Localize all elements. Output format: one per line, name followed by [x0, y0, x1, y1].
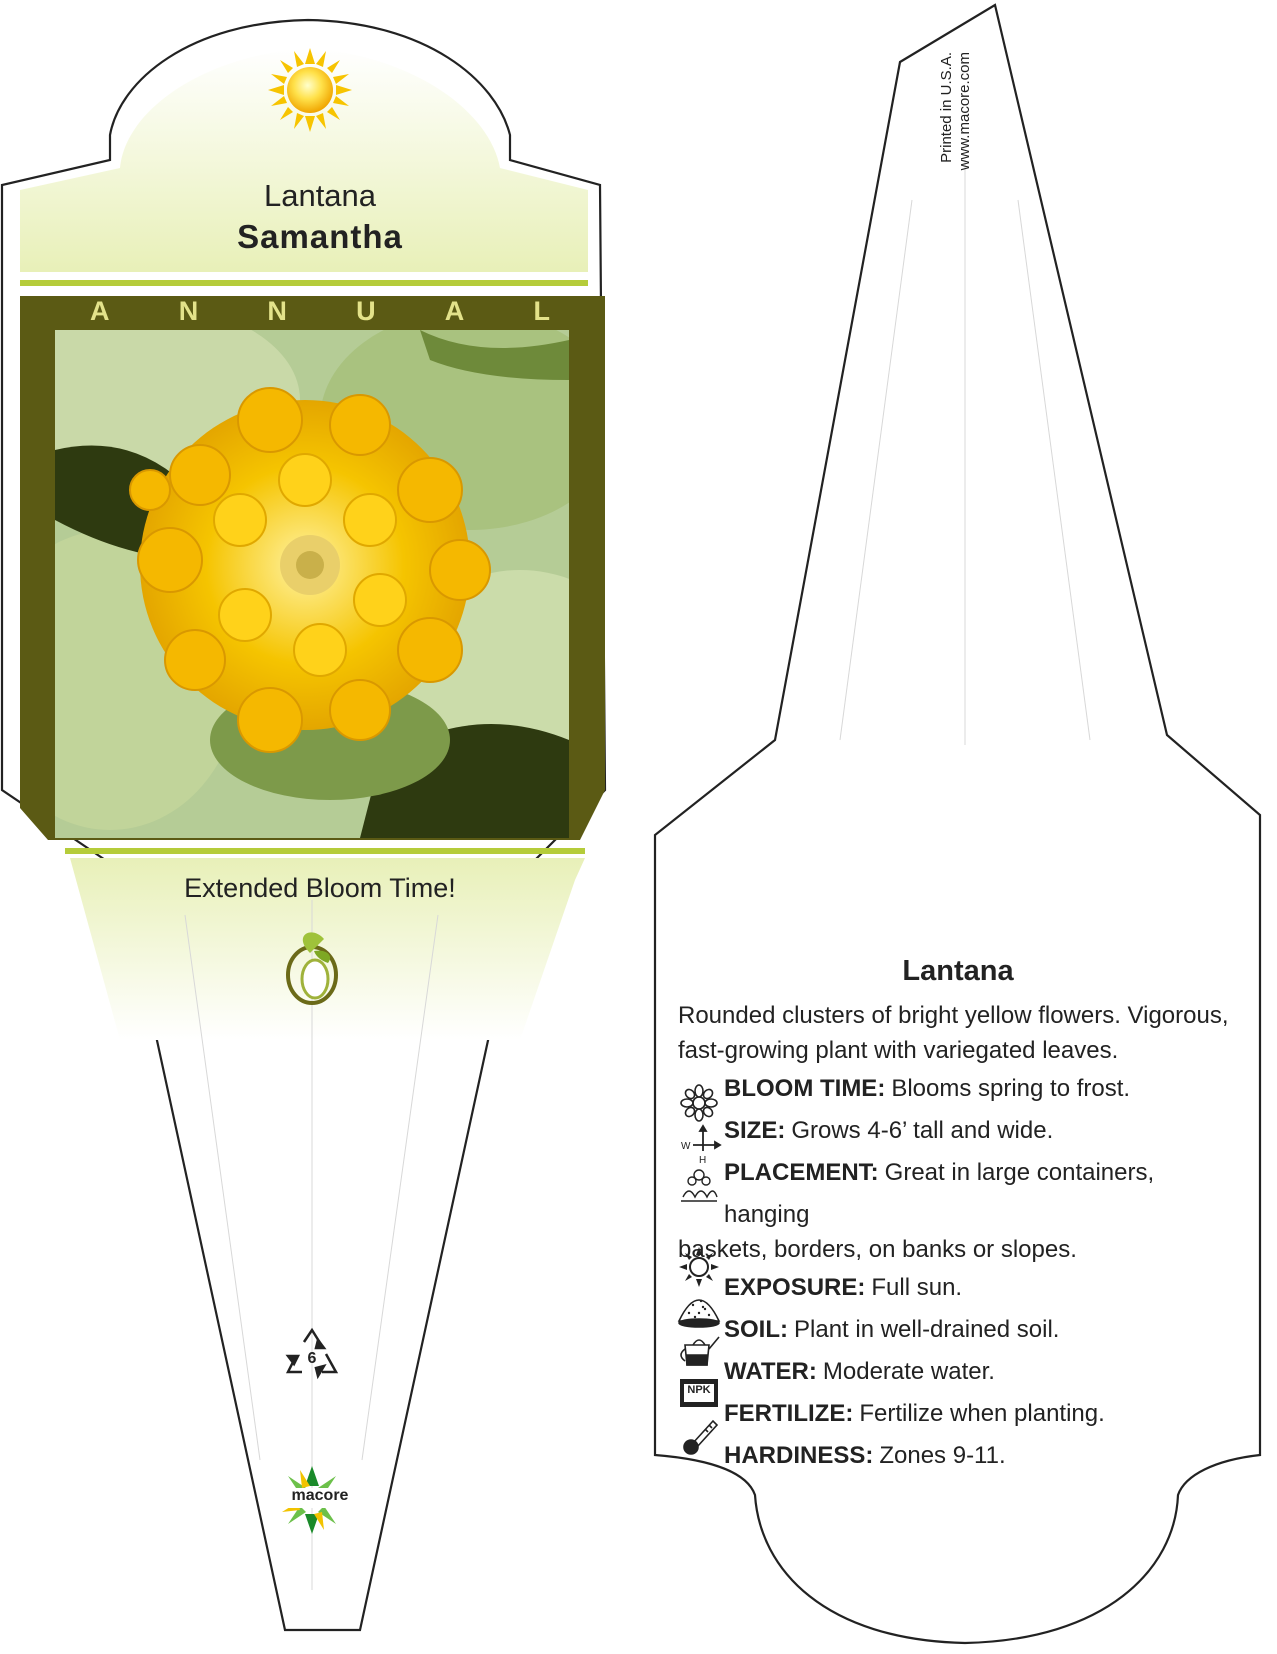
attribute-value: Grows 4-6’ tall and wide.	[791, 1117, 1054, 1144]
category-letter: N	[178, 296, 199, 326]
attribute-text	[724, 1110, 1053, 1152]
category-letter: A	[444, 296, 465, 326]
attribute-continuation: baskets, borders, on banks or slopes.	[678, 1236, 1077, 1263]
attribute-text	[724, 1393, 1105, 1435]
attribute-row	[678, 1309, 1238, 1351]
description-text: Rounded clusters of bright yellow flowers. Vigorous, fast-growing plant with variegated leaves.	[678, 1002, 1229, 1064]
common-name: Lantana	[263, 178, 377, 213]
attribute-icon-slot	[678, 1267, 720, 1309]
attribute-text	[724, 1267, 962, 1309]
attribute-value: Moderate water.	[822, 1358, 995, 1385]
attribute-label: WATER:	[724, 1358, 817, 1385]
full-sun-icon	[268, 48, 352, 132]
recycle-code: 6	[307, 1350, 317, 1367]
attribute-value: Great in large containers, hanging	[724, 1159, 1155, 1228]
attribute-label: SIZE:	[724, 1117, 786, 1144]
category-letter: A	[90, 296, 110, 326]
website: www.macore.com	[956, 52, 973, 171]
svg-text:W: W	[681, 1141, 691, 1152]
front-header-rule	[20, 280, 588, 286]
attribute-text	[724, 1309, 1059, 1351]
brand-name: macore	[291, 1487, 349, 1504]
attribute-icon-slot	[678, 1309, 720, 1351]
attribute-label: FERTILIZE:	[724, 1400, 854, 1427]
attribute-icon-slot	[678, 1435, 720, 1477]
attribute-icon-slot	[678, 1393, 720, 1435]
printed-info	[938, 52, 974, 257]
attribute-text	[724, 1351, 995, 1393]
attribute-row	[678, 1435, 1238, 1477]
plant-description	[678, 955, 1238, 1477]
printed-line: Printed in U.S.A.	[938, 52, 955, 163]
attribute-label: BLOOM TIME:	[724, 1075, 886, 1102]
attribute-row	[678, 1110, 1238, 1152]
attribute-row	[678, 1267, 1238, 1309]
lantana-photo	[0, 305, 660, 850]
tagline: Extended Bloom Time!	[184, 873, 456, 903]
attribute-icon-slot	[678, 1152, 720, 1194]
category-letter: U	[356, 296, 376, 326]
attribute-value: Blooms spring to frost.	[891, 1075, 1131, 1102]
svg-text:H: H	[699, 1155, 707, 1166]
attribute-value: Zones 9-11.	[879, 1442, 1006, 1469]
variety-name: Samantha	[237, 218, 403, 255]
attribute-row	[678, 1152, 1238, 1236]
attribute-label: PLACEMENT:	[724, 1159, 879, 1186]
attribute-row	[678, 1393, 1238, 1435]
attribute-list	[678, 1068, 1238, 1477]
category-letter: L	[533, 296, 550, 326]
attribute-text	[724, 1152, 1238, 1236]
attribute-value: Plant in well-drained soil.	[794, 1316, 1060, 1343]
attribute-icon-slot	[678, 1110, 720, 1152]
category-label	[90, 296, 550, 327]
attribute-text	[724, 1068, 1130, 1110]
attribute-text	[724, 1435, 1006, 1477]
attribute-label: SOIL:	[724, 1316, 788, 1343]
front-footer-rule	[65, 848, 585, 854]
attribute-value: Fertilize when planting.	[859, 1400, 1105, 1427]
npk-icon-label: NPK	[687, 1384, 711, 1396]
attribute-row	[678, 1068, 1238, 1110]
attribute-label: HARDINESS:	[724, 1442, 874, 1469]
attribute-icon-slot	[678, 1068, 720, 1110]
plant-heading: Lantana	[902, 955, 1014, 987]
attribute-value: Full sun.	[871, 1274, 963, 1301]
attribute-row	[678, 1351, 1238, 1393]
attribute-label: EXPOSURE:	[724, 1274, 866, 1301]
category-letter: N	[267, 296, 287, 326]
